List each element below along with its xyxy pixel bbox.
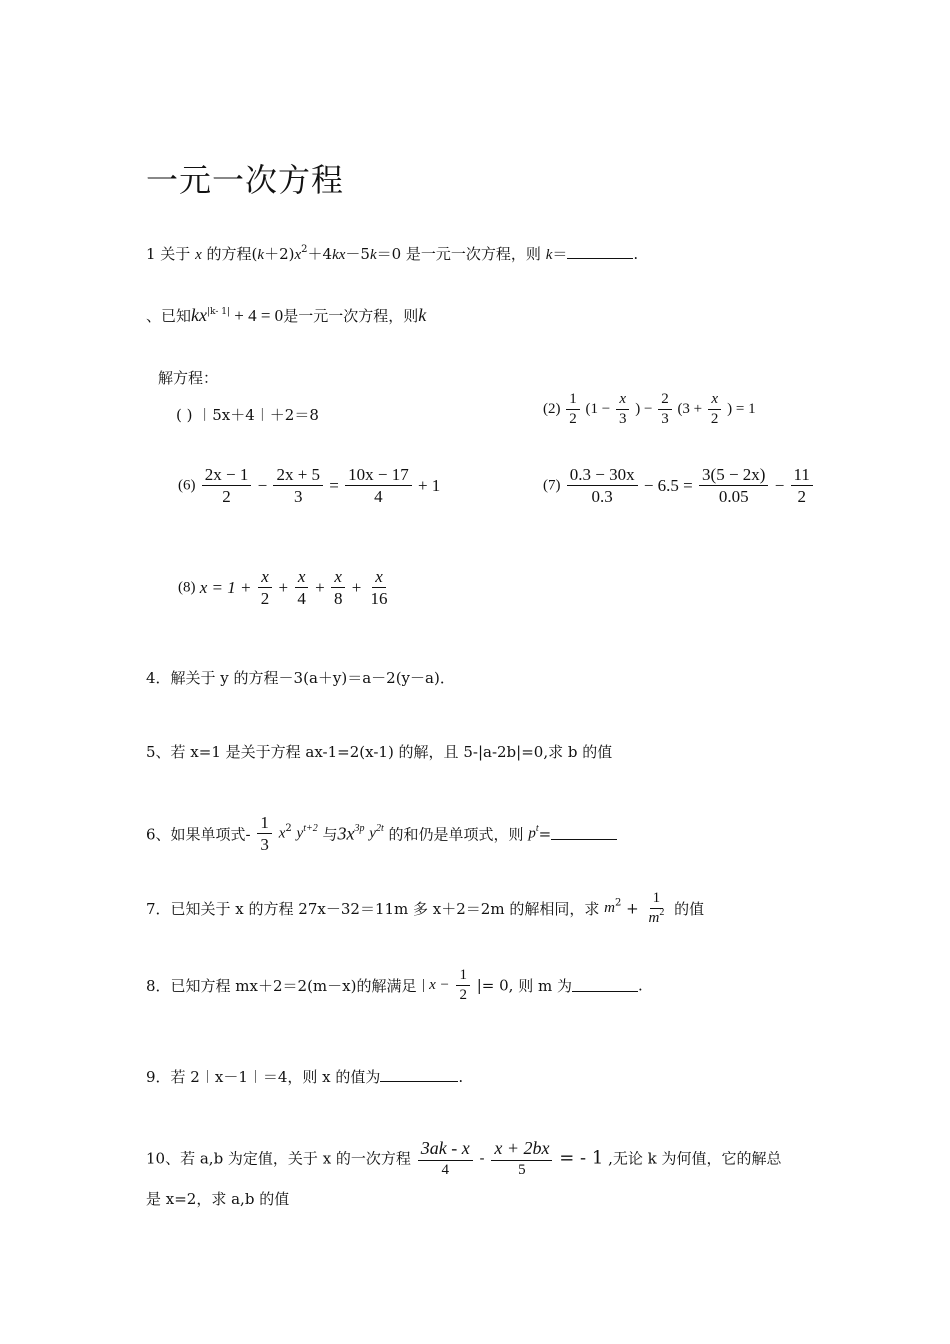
equation-8: (8) x = 1 + $\frac{x}{2}$ + $\frac{x}{4}$ + $\frac{x}{8}$ + $\frac{x}{16}$ (178, 567, 388, 609)
page-title: 一元一次方程 (146, 161, 345, 199)
equation-7: (7) $\frac{0.3 - 30x}{0.3}$ − 6.5 = $\frac{3(5 - 2x)}{0.05}$ − $\frac{11}{2}$ (543, 464, 815, 508)
question-6: 6、如果单项式- $\frac{1}{3}$ $x^2$ $y^{t+2}$ 与$3x^{3p}$ $y^{2t}$ 的和仍是单项式，则 $p^t=$ (146, 812, 617, 856)
question-5: 5、若 x=1 是关于方程 ax-1=2(x-1) 的解，且 5-|a-2b|=0,求 b 的值 (146, 743, 613, 761)
answer-blank (551, 827, 617, 840)
question-10: 10、若 a,b 为定值，关于 x 的一次方程 $\frac{3ak - x}{4}$ - $\frac{x + 2bx}{5}$ = - 1 ,无论 k 为何值，它的解总 (146, 1138, 782, 1178)
equation-2: (2) $\frac{1}{2}$ (1 − $\frac{x}{3}$ ) − $\frac{2}{3}$ (3 + $\frac{x}{2}$ ) = 1 (543, 391, 756, 427)
question-3-heading: 解方程： (158, 369, 219, 387)
answer-blank (567, 246, 633, 259)
question-8: 8．已知方程 mx＋2＝2(m－x)的解满足 | x − $\frac{1}{2}$ |= 0, 则 m 为 . (146, 967, 643, 1003)
answer-blank (572, 979, 638, 992)
question-9: 9．若 2︱x－1︱＝4，则 x 的值为 . (146, 1068, 464, 1086)
equation-6: (6) $\frac{2x - 1}{2}$ − $\frac{2x + 5}{3}$ = $\frac{10x - 17}{4}$ + 1 (178, 465, 441, 507)
question-7: 7．已知关于 x 的方程 27x－32＝11m 多 x＋2＝2m 的解相同，求 $m^2$ + $\frac{1}{m^2}$ 的值 (146, 890, 705, 926)
equation-1: ( ) ︱5x＋4︱＋2＝8 (176, 406, 319, 424)
answer-blank (380, 1069, 458, 1082)
question-2: 、已知$kx^{|k- 1|} + 4 = 0$是一元一次方程，则k (146, 305, 427, 325)
question-10-line-2: 是 x=2，求 a,b 的值 (146, 1190, 290, 1208)
question-4: 4．解关于 y 的方程－3(a＋y)＝a－2(y－a)． (146, 669, 455, 687)
question-1: 1 关于 x 的方程$(k+2)x^2+4kx-5k=0$ 是一元一次方程，则 k＝ . (146, 244, 639, 263)
